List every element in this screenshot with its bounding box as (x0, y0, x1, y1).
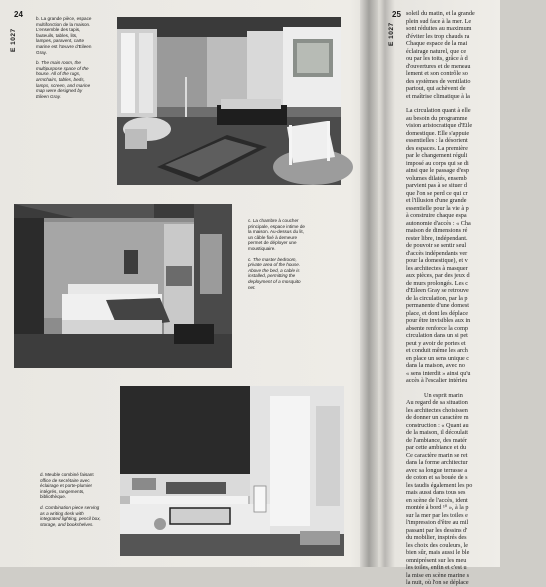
paragraph-1-line: d'ouvertures et de meneau (406, 62, 471, 70)
paragraph-2-line: domestique. Elle s'appuie (406, 129, 470, 137)
paragraph-2-line: aux pièces, par des jeux d (406, 272, 470, 279)
paragraph-2-line: les architectes à masquer (406, 264, 468, 272)
paragraph-3-line: mais aussi dans tous ses (406, 489, 466, 496)
paragraph-2-line: essentielles : la désorient (406, 137, 468, 144)
caption-d-fr: d. Meuble combiné faisant office de secrétaire avec éclairage et porte-plumier intégrés, rangements, bibliothèque. (40, 472, 94, 500)
paragraph-2-line: et conduit même les arch (406, 347, 468, 354)
page-number-right: 25 (392, 10, 401, 19)
paragraph-2-line: en place un sens unique c (406, 354, 470, 362)
right-page (378, 0, 500, 586)
article-body (406, 10, 546, 587)
paragraph-1-line: Chaque espace de la mai (406, 40, 468, 47)
paragraph-2-line: de pouvoir se sentir seul (406, 242, 467, 249)
caption-c (248, 218, 308, 290)
paragraph-1-line: d'éviter les trop chauds ra (406, 32, 470, 40)
paragraph-1-line: éclairage naturel, que ce (406, 47, 467, 55)
paragraph-1-line: et maîtrise climatique à la (406, 92, 470, 100)
paragraph-2-line: des espaces. La première (406, 144, 468, 152)
paragraph-2-line: rester libre, indépendant. (406, 234, 468, 242)
photo-living-room (117, 17, 341, 185)
paragraph-3 (406, 399, 546, 587)
paragraph-2-line: par le changement réguli (406, 152, 468, 159)
paragraph-3-line: en scène de l'accès, ident (406, 496, 468, 504)
paragraph-2-line: autonomie d'accès : « Cha (406, 219, 471, 227)
paragraph-2-line: au besoin du programme (406, 114, 468, 122)
paragraph-3-line: montée à bord ¹⁰ », à la p (406, 504, 469, 511)
paragraph-1-line: lement et son contrôle so (406, 70, 468, 77)
paragraph-2-line: que l'on se perd ce qui cr (406, 189, 468, 197)
paragraph-1-line: plein sud face à la mer. Le (406, 17, 472, 25)
paragraph-1 (406, 10, 546, 100)
paragraph-2-line: peut y avoir de portes et (406, 339, 466, 347)
paragraph-2-line: accès à l'escalier intérieu (406, 377, 468, 384)
paragraph-3-line: de donner un caractère m (406, 414, 469, 421)
caption-c-en: c. The master bedroom, private area of the house. Above the bed, a cable is installed, permitting the deployment of a mosquito net. (248, 256, 301, 290)
paragraph-2-line: place, et dont les déplace (406, 309, 469, 317)
paragraph-2-line: et l'illusion d'une grande (406, 197, 467, 204)
paragraph-3-line: de la maison, il découlait (406, 429, 469, 436)
paragraph-1-line: sont réduites au maximum (406, 25, 472, 32)
paragraph-2-line: pour la domestique), et v (406, 257, 468, 264)
paragraph-1-line: des systèmes de ventilatio (406, 77, 471, 85)
paragraph-1-line: partout, qui achèvent de (406, 85, 466, 92)
paragraph-2-line: vision aristocratique d'Eile (406, 122, 473, 129)
page-gutter (360, 0, 378, 567)
paragraph-3-line: passant par les dessins d' (406, 526, 468, 534)
paragraph-2-line: parvient pas à se situer d (406, 182, 467, 189)
paragraph-3-line: la mise en scène marine s (406, 571, 470, 579)
paragraph-3-line: les toiles, enfin et c'est u (406, 564, 467, 571)
paragraph-3-line: omniprésent sur les meu (406, 556, 467, 564)
caption-d-en: d. Combination piece serving as a writing desk with integrated lighting, pencil box, storage, and bookshelves. (40, 504, 101, 527)
paragraph-2-line: d'accès indépendants ver (406, 249, 468, 257)
caption-c-fr: c. La chambre à coucher principale, espace intime de la maison. Au-dessus du lit, un câble fixé à demeure permet de déployer une moustiquaire. (248, 218, 305, 251)
paragraph-3-line: l'impression d'être au mil (406, 519, 469, 526)
paragraph-2-line: maison de dimensions ré (406, 227, 468, 234)
caption-b-fr: b. La grande pièce, espace multifonction de la maison. L'ensemble des tapis, fauteuils, tables, lits, lampes, paravent, carte marine est l'œuvre d'Eileen Gray. (36, 16, 92, 55)
paragraph-3-line: de l'ambiance, des matér (406, 436, 467, 444)
paragraph-2-line: permanente d'une domest (406, 302, 469, 309)
paragraph-2-line: « sens interdit » ainsi qu'u (406, 369, 471, 377)
paragraph-2-line: pour être invisibles aux in (406, 317, 471, 324)
paragraph-2-line: de murs prolongés. Les c (406, 279, 469, 287)
paragraph-2-line: circulation dans un si pet (406, 332, 468, 339)
paragraph-3-line: par cette ambiance et du (406, 444, 467, 451)
paragraph-2-line: ainsi que le passage d'esp (406, 167, 469, 174)
paragraph-1-line: ou par les toits, grâce à d (406, 55, 468, 62)
paragraph-2-line: dans la maison, avec no (406, 362, 465, 369)
photo-bedroom (14, 204, 232, 368)
paragraph-3-line: du mobilier, inspirés des (406, 534, 467, 541)
paragraph-3-line: avec sa longue terrasse a (406, 466, 468, 474)
paragraph-2-line: essentielle pour la vie à p (406, 204, 469, 212)
paragraph-1-line: soleil du matin, et la grande (406, 10, 475, 17)
paragraph-3-line: les choix des couleurs, le (406, 541, 469, 549)
section-code-right: E 1027 (388, 22, 395, 46)
paragraph-3-line: bien sûr, mais aussi le ble (406, 549, 470, 556)
paragraph-2-line: d'Eileen Gray se retrouve (406, 287, 469, 294)
paragraph-2-line: imposé au corps qui se di (406, 159, 469, 167)
caption-b (36, 16, 94, 99)
paragraph-3-line: Au regard de sa situation (406, 399, 468, 406)
page-number-left: 24 (14, 10, 23, 19)
subheading-esprit-marin: Un esprit marin (424, 391, 463, 399)
caption-b-en: b. The main room, the multipurpose space of the house. All of the rugs, armchairs, tables, beds, lamps, screen, and marine map were designed by Eileen Gray. (36, 60, 91, 99)
paragraph-2-line: volumes dilatés, ensemb (406, 174, 467, 182)
paragraph-2-line: à construire chaque espa (406, 212, 467, 219)
paragraph-2-line: de la circulation, par la p (406, 294, 468, 302)
caption-d (40, 472, 102, 527)
photo-writing-desk (120, 386, 344, 556)
paragraph-2-line: absente renforce la comp (406, 324, 469, 332)
paragraph-3-line: les taudis également les po (406, 481, 473, 489)
paragraph-3-line: sur la mer par les toiles e (406, 511, 468, 519)
paragraph-3-line: construction : « Quant au (406, 421, 469, 429)
paragraph-3-line: de coton et sa bouée de s (406, 474, 468, 481)
section-code-left: E 1027 (10, 28, 17, 52)
paragraph-3-line: dans la forme architectur (406, 459, 468, 466)
paragraph-3-line: les architectes choisissen (406, 406, 468, 414)
paragraph-2-line: La circulation quant à elle (406, 107, 471, 114)
paragraph-2 (406, 107, 546, 385)
paragraph-3-line: Ce caractère marin se ret (406, 451, 468, 459)
paragraph-3-line: la nuit, où l'on se déplace (406, 579, 469, 586)
